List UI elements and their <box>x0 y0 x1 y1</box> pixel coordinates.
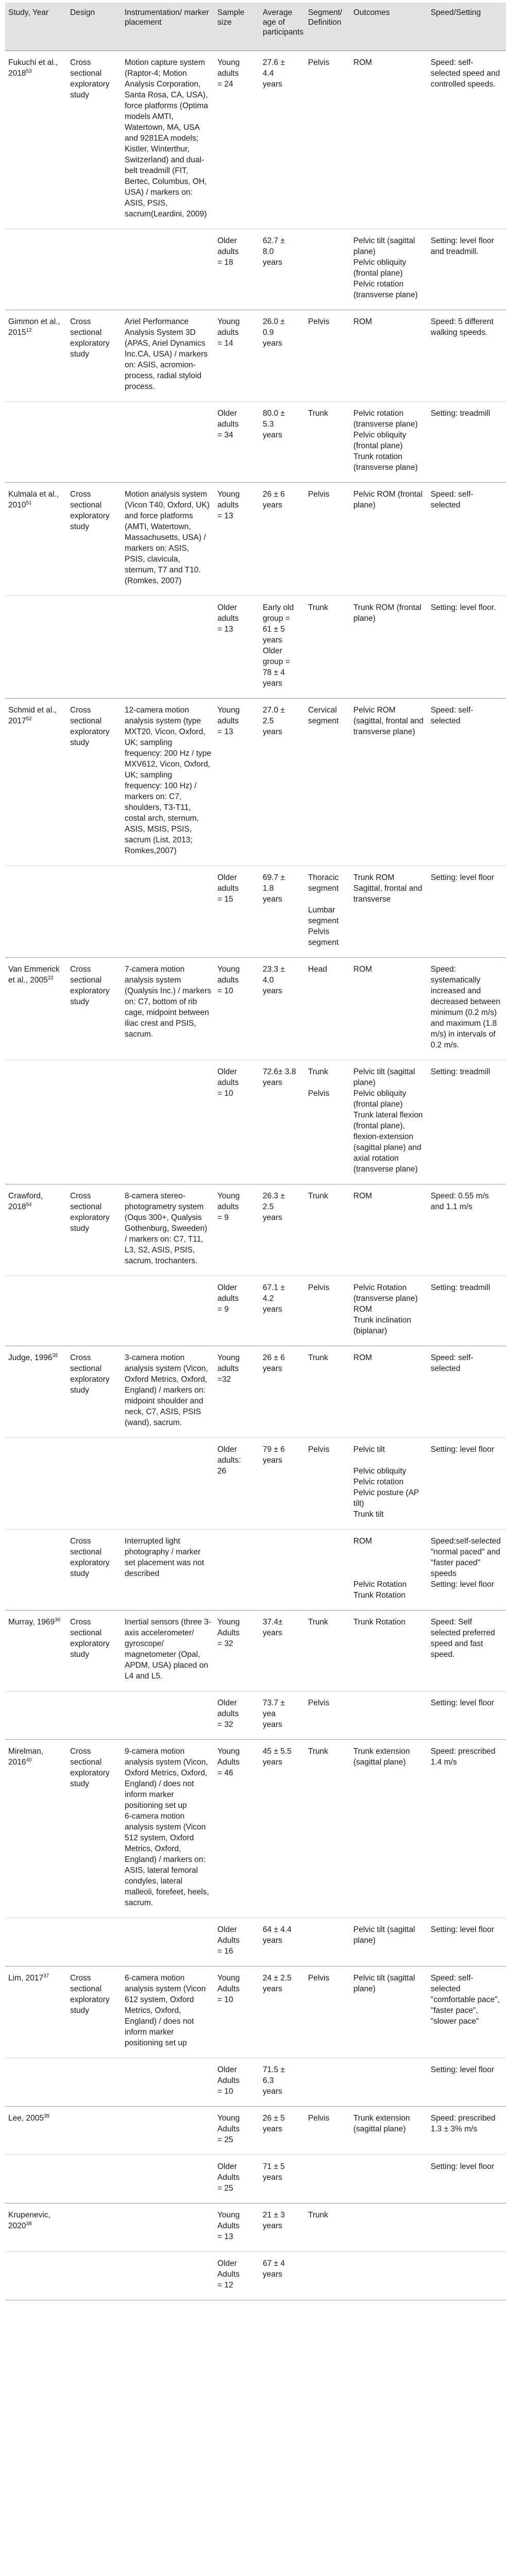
speed-setting-cell: Setting: level floor <box>431 873 495 882</box>
segment-cell: Head <box>308 965 328 974</box>
segment-cell: Trunk Pelvis <box>308 1067 330 1098</box>
design-cell <box>67 1060 122 1184</box>
sample-size-cell: Young Adults = 13 <box>217 2211 240 2241</box>
study-name: Kulmala et al., 2010 <box>8 490 59 510</box>
study-name: Mirelman, 2016 <box>8 1747 44 1767</box>
study-cell <box>5 2058 67 2107</box>
col-header-outcomes: Outcomes <box>350 3 428 51</box>
instrumentation-cell <box>122 866 214 958</box>
segment-cell: Trunk <box>308 1353 329 1362</box>
study-cell <box>5 402 67 483</box>
citation-ref: 22 <box>47 975 54 981</box>
sample-size-cell: Young adults = 13 <box>217 490 240 520</box>
design-cell: Cross sectional exploratory study <box>70 58 110 99</box>
table-row <box>5 402 506 483</box>
citation-ref: 40 <box>26 1757 32 1763</box>
table-row <box>5 1740 506 1918</box>
citation-ref: 51 <box>26 500 32 506</box>
citation-ref: 54 <box>26 1201 32 1208</box>
outcomes-cell: Pelvic ROM (sagittal, frontal and transverse plane) <box>353 706 424 736</box>
study-cell <box>5 1346 67 1438</box>
segment-cell <box>305 2058 350 2107</box>
average-age-cell: 67.1 ± 4.2 years <box>263 1283 285 1314</box>
outcomes-cell: ROM Pelvic Rotation Trunk Rotation <box>353 1537 407 1600</box>
sample-size-cell: Young adults = 9 <box>217 1192 240 1222</box>
instrumentation-cell <box>122 1060 214 1184</box>
speed-setting-cell: Speed: prescribed 1.4 m/s <box>431 1747 496 1767</box>
sample-size-cell: Older Adults = 10 <box>217 2065 240 2096</box>
study-cell <box>5 1611 67 1691</box>
study-cell <box>5 2204 67 2252</box>
average-age-cell: Early old group = 61 ± 5 years Older group = 78 ± 4 years <box>263 603 294 688</box>
study-cell <box>5 1530 67 1611</box>
outcomes-cell: Pelvic Rotation (transverse plane) ROM Trunk inclination (biplanar) <box>353 1283 418 1335</box>
average-age-cell: 27.6 ± 4.4 years <box>263 58 285 89</box>
study-cell <box>5 1438 67 1530</box>
instrumentation-cell: 9-camera motion analysis system (Vicon, Oxford Metrics, Oxford, England) / does not inform marker positioning set up 6-camera motion analysis system (Vicon 512 system, Oxford Metrics, Oxford, England) / markers on: ASIS, lateral femoral condyles, lateral malleoli, forefeet, heels, sacrum. <box>125 1747 209 1907</box>
sample-size-cell: Older adults: 26 <box>217 1445 241 1476</box>
outcomes-cell: Pelvic tilt Pelvic obliquity Pelvic rotation Pelvic posture (AP tilt) Trunk tilt <box>353 1445 419 1519</box>
design-cell <box>67 596 122 699</box>
sample-size-cell: Older adults = 34 <box>217 409 239 439</box>
outcomes-cell: Pelvic tilt (sagittal plane) <box>353 1925 415 1945</box>
segment-cell <box>305 2252 350 2300</box>
study-name: Krupenevic, 2020 <box>8 2211 50 2230</box>
sample-size-cell: Older adults = 9 <box>217 1283 239 1314</box>
segment-cell: Trunk <box>308 603 329 612</box>
sample-size-cell: Young adults = 10 <box>217 965 240 995</box>
instrumentation-cell: Ariel Performance Analysis System 3D (APAS, Ariel Dynamics Inc.CA, USA) / markers on: ASIS, acromion-process, radial styloid process. <box>125 317 208 391</box>
design-cell <box>67 2155 122 2204</box>
average-age-cell: 26.0 ± 0.9 years <box>263 317 285 348</box>
sample-size-cell: Older Adults = 16 <box>217 1925 240 1956</box>
instrumentation-cell: 8-camera stereo-photogrametry system (Oqus 300+, Qualysis Gothenburg, Sweeden) / markers on: C7, T11, L3, S2, ASIS, PSIS, sacrum, trochanters. <box>125 1192 208 1265</box>
instrumentation-cell <box>122 1691 214 1740</box>
design-cell: Cross sectional exploratory study <box>70 317 110 359</box>
sample-size-cell: Older adults = 13 <box>217 603 239 634</box>
table-row <box>5 1691 506 1740</box>
study-cell <box>5 1060 67 1184</box>
col-header-design: Design <box>67 3 122 51</box>
citation-ref: 53 <box>26 68 32 74</box>
study-cell <box>5 958 67 1060</box>
instrumentation-cell: Interrupted light photography / marker set placement was not described <box>125 1537 205 1578</box>
segment-cell: Trunk <box>308 1618 329 1626</box>
outcomes-cell: ROM <box>353 965 372 974</box>
segment-cell: Trunk <box>308 1192 329 1200</box>
speed-setting-cell: Speed: prescribed 1.3 ± 3% m/s <box>431 2114 496 2133</box>
speed-setting-cell: Setting: level floor <box>431 1699 495 1707</box>
instrumentation-cell <box>122 2252 214 2300</box>
citation-ref: 36 <box>55 1617 61 1623</box>
study-cell <box>5 2252 67 2300</box>
instrumentation-cell <box>122 2155 214 2204</box>
outcomes-cell <box>350 2252 428 2300</box>
design-cell <box>67 2252 122 2300</box>
study-name: Lee, 2005 <box>8 2114 44 2123</box>
sample-size-cell: Young Adults = 32 <box>217 1618 240 1648</box>
table-row <box>5 699 506 866</box>
outcomes-cell <box>350 2204 428 2252</box>
instrumentation-cell: 7-camera motion analysis system (Qualysis Inc.) / markers on: C7, bottom of rib cage, midpoint between iliac crest and PSIS, sacrum. <box>125 965 211 1039</box>
header-row <box>5 3 506 51</box>
citation-ref: 35 <box>52 1352 58 1359</box>
average-age-cell: 26 ± 5 years <box>263 2114 285 2133</box>
speed-setting-cell: Setting: level floor <box>431 2162 495 2171</box>
table-row <box>5 1346 506 1438</box>
study-cell <box>5 1691 67 1740</box>
table-row <box>5 2252 506 2300</box>
speed-setting-cell: Setting: treadmill <box>431 1067 490 1076</box>
average-age-cell: 62.7 ± 8.0 years <box>263 236 285 267</box>
average-age-cell: 71.5 ± 6.3 years <box>263 2065 285 2096</box>
table-row <box>5 1184 506 1276</box>
speed-setting-cell <box>428 2252 506 2300</box>
average-age-cell: 79 ± 6 years <box>263 1445 285 1465</box>
design-cell: Cross sectional exploratory study <box>70 1192 110 1233</box>
table-row <box>5 310 506 402</box>
col-header-average-age: Average age of participants <box>260 3 305 51</box>
design-cell <box>67 1918 122 1967</box>
segment-cell <box>305 229 350 310</box>
sample-size-cell: Young Adults = 46 <box>217 1747 240 1777</box>
segment-cell: Trunk <box>308 2211 329 2219</box>
outcomes-cell: Trunk ROM Sagittal, frontal and transverse <box>353 873 422 904</box>
average-age-cell <box>260 1530 305 1611</box>
segment-cell: Cervical segment <box>308 706 339 725</box>
instrumentation-cell <box>122 229 214 310</box>
study-cell <box>5 483 67 596</box>
design-cell: Cross sectional exploratory study <box>70 490 110 531</box>
speed-setting-cell: Speed: self-selected <box>431 1353 473 1373</box>
sample-size-cell: Young Adults = 10 <box>217 1974 240 2004</box>
study-name: Gimmon et al., 2015 <box>8 317 60 337</box>
outcomes-cell: Pelvic tilt (sagittal plane) <box>353 1974 415 1993</box>
study-cell <box>5 1276 67 1346</box>
speed-setting-cell: Speed: 5 different walking speeds. <box>431 317 494 337</box>
study-cell <box>5 1740 67 1918</box>
outcomes-cell <box>350 2155 428 2204</box>
speed-setting-cell: Setting: level floor <box>431 2065 495 2074</box>
design-cell: Cross sectional exploratory study <box>70 1747 110 1788</box>
segment-cell <box>305 1530 350 1611</box>
design-cell <box>67 2204 122 2252</box>
design-cell <box>67 2107 122 2155</box>
study-name: Schmid et al., 2017 <box>8 706 57 725</box>
segment-cell: Thoracic segment Lumbar segment Pelvis segment <box>308 873 339 947</box>
instrumentation-cell: 12-camera motion analysis system (type MXT20, Vicon, Oxford, UK; sampling frequency: 200 Hz / type MXV612, Vicon, Oxford, UK; sampling frequency: 100 Hz) / markers on: C7, shoulders, T3-T11, costal arch, sternum, ASIS, MSIS, PSIS, sacrum (List, 2013; Romkes,2007) <box>125 706 212 855</box>
col-header-instrumentation: Instrumentation/ marker placement <box>122 3 214 51</box>
sample-size-cell: Young adults =32 <box>217 1353 240 1384</box>
segment-cell: Pelvis <box>308 1445 330 1454</box>
design-cell: Cross sectional exploratory study <box>70 1974 110 2015</box>
sample-size-cell <box>214 1530 260 1611</box>
col-header-segment: Segment/ Definition <box>305 3 350 51</box>
segment-cell: Pelvis <box>308 490 330 499</box>
segment-cell <box>305 2155 350 2204</box>
average-age-cell: 80.0 ± 5.3 years <box>263 409 285 439</box>
outcomes-cell: Trunk ROM (frontal plane) <box>353 603 422 623</box>
table-row <box>5 1918 506 1967</box>
outcomes-cell: Trunk extension (sagittal plane) <box>353 2114 410 2133</box>
average-age-cell: 73.7 ± yea years <box>263 1699 285 1729</box>
study-cell <box>5 229 67 310</box>
design-cell <box>67 1276 122 1346</box>
table-row <box>5 2155 506 2204</box>
study-cell <box>5 310 67 402</box>
table-row <box>5 51 506 229</box>
average-age-cell: 26 ± 6 years <box>263 1353 285 1373</box>
instrumentation-cell <box>122 2058 214 2107</box>
sample-size-cell: Young adults = 24 <box>217 58 240 89</box>
study-name: Murray, 1969 <box>8 1618 55 1626</box>
table-row <box>5 596 506 699</box>
instrumentation-cell <box>122 1438 214 1530</box>
speed-setting-cell: Speed: self-selected <box>431 490 473 510</box>
citation-ref: 52 <box>26 716 32 722</box>
table-row <box>5 958 506 1060</box>
outcomes-cell <box>350 1691 428 1740</box>
design-cell: Cross sectional exploratory study <box>70 706 110 747</box>
speed-setting-cell: Speed: Self selected preferred speed and fast speed. <box>431 1618 495 1659</box>
average-age-cell: 71 ± 5 years <box>263 2162 285 2182</box>
study-cell <box>5 1918 67 1967</box>
design-cell <box>67 1438 122 1530</box>
sample-size-cell: Older adults = 18 <box>217 236 239 267</box>
instrumentation-cell <box>122 596 214 699</box>
segment-cell <box>305 1918 350 1967</box>
average-age-cell: 26.3 ± 2.5 years <box>263 1192 285 1222</box>
outcomes-cell: Pelvic rotation (transverse plane) Pelvic obliquity (frontal plane) Trunk rotation (transverse plane) <box>353 409 418 472</box>
table-row <box>5 1611 506 1691</box>
instrumentation-cell: Motion capture system (Raptor-4; Motion Analysis Corporation, Santa Rosa, CA, USA), force platforms (Optima models AMTI, Watertown, MA, USA and 9281EA models; Kistler, Winterthur, Switzerland) and dual-belt treadmill (FIT, Bertec, Columbus, OH, USA) / markers on: ASIS, PSIS, sacrum(Leardini, 2009) <box>125 58 208 218</box>
design-cell: Cross sectional exploratory study <box>70 965 110 1006</box>
table-row <box>5 1530 506 1611</box>
study-cell <box>5 596 67 699</box>
study-name: Lim, 2017 <box>8 1974 44 1982</box>
speed-setting-cell: Setting: treadmill <box>431 1283 490 1292</box>
design-cell <box>67 2058 122 2107</box>
table-row <box>5 866 506 958</box>
sample-size-cell: Older adults = 10 <box>217 1067 239 1098</box>
instrumentation-cell: Motion analysis system (Vicon T40, Oxford, UK) and force platforms (AMTI, Watertown, Massachusetts, USA) / markers on: ASIS, PSIS, clavicula, sternum, T7 and T10. (Romkes, 2007) <box>125 490 210 585</box>
speed-setting-cell: Speed: self-selected <box>431 706 473 725</box>
average-age-cell: 27.0 ± 2.5 years <box>263 706 285 736</box>
sample-size-cell: Young adults = 14 <box>217 317 240 348</box>
segment-cell: Trunk <box>308 1747 329 1756</box>
citation-ref: 38 <box>26 2221 32 2227</box>
speed-setting-cell <box>428 2204 506 2252</box>
design-cell <box>67 229 122 310</box>
average-age-cell: 21 ± 3 years <box>263 2211 285 2230</box>
segment-cell: Pelvis <box>308 1699 330 1707</box>
instrumentation-cell <box>122 1276 214 1346</box>
table-body <box>5 51 506 2300</box>
instrumentation-cell: 3-camera motion analysis system (Vicon, Oxford Metrics, Oxford, England) / markers on: midpoint shoulder and neck, C7, ASIS, PSIS (wand), sacrum. <box>125 1353 208 1427</box>
instrumentation-cell <box>122 1918 214 1967</box>
speed-setting-cell: Setting: level floor. <box>431 603 496 612</box>
design-cell: Cross sectional exploratory study <box>70 1618 110 1659</box>
design-cell <box>67 1691 122 1740</box>
outcomes-cell: ROM <box>353 1353 372 1362</box>
study-cell <box>5 2107 67 2155</box>
outcomes-cell: Trunk Rotation <box>353 1618 406 1626</box>
instrumentation-cell <box>122 2204 214 2252</box>
outcomes-cell: ROM <box>353 317 372 326</box>
study-cell <box>5 1967 67 2058</box>
outcomes-cell: ROM <box>353 58 372 67</box>
study-cell <box>5 2155 67 2204</box>
study-cell <box>5 1184 67 1276</box>
instrumentation-cell <box>122 402 214 483</box>
segment-cell: Pelvis <box>308 58 330 67</box>
average-age-cell: 67 ± 4 years <box>263 2259 285 2279</box>
segment-cell: Pelvis <box>308 317 330 326</box>
outcomes-cell: Trunk extension (sagittal plane) <box>353 1747 410 1767</box>
sample-size-cell: Young Adults = 25 <box>217 2114 240 2144</box>
study-cell <box>5 866 67 958</box>
design-cell: Cross sectional exploratory study <box>70 1353 110 1395</box>
sample-size-cell: Older adults = 15 <box>217 873 239 904</box>
col-header-study: Study, Year <box>5 3 67 51</box>
speed-setting-cell: Setting: level floor <box>431 1925 495 1934</box>
segment-cell: Pelvis <box>308 1283 330 1292</box>
study-cell <box>5 699 67 866</box>
speed-setting-cell: Speed: self-selected "comfortable pace", "faster pace", "slower pace" <box>431 1974 500 2026</box>
average-age-cell: 64 ± 4.4 years <box>263 1925 292 1945</box>
speed-setting-cell: Setting: level floor and treadmill. <box>431 236 495 256</box>
outcomes-cell: Pelvic tilt (sagittal plane) Pelvic obliquity (frontal plane) Pelvic rotation (transverse plane) <box>353 236 418 299</box>
average-age-cell: 23.3 ± 4.0 years <box>263 965 285 995</box>
sample-size-cell: Older Adults = 12 <box>217 2259 240 2290</box>
average-age-cell: 69.7 ± 1.8 years <box>263 873 285 904</box>
segment-cell: Pelvis <box>308 1974 330 1982</box>
study-name: Judge, 1996 <box>8 1353 53 1362</box>
citation-ref: 39 <box>43 2113 50 2119</box>
table-row <box>5 229 506 310</box>
design-cell: Cross sectional exploratory study <box>70 1537 110 1578</box>
outcomes-cell: Pelvic tilt (sagittal plane) Pelvic obliquity (frontal plane) Trunk lateral flexion (frontal plane), flexion-extension (sagittal plane) and axial rotation (transverse plane) <box>353 1067 423 1174</box>
table-row <box>5 2058 506 2107</box>
table-row <box>5 483 506 596</box>
citation-ref: 37 <box>43 1973 49 1979</box>
design-cell <box>67 866 122 958</box>
average-age-cell: 45 ± 5.5 years <box>263 1747 292 1767</box>
average-age-cell: 26 ± 6 years <box>263 490 285 510</box>
instrumentation-cell: Inertial sensors (three 3-axis accelerometer/ gyroscope/ magnetometer (Opal, APDM, USA) placed on L4 and L5. <box>125 1618 211 1681</box>
speed-setting-cell: Speed: self-selected speed and controlled speeds. <box>431 58 500 89</box>
study-name: Van Emmerick et al., 2005 <box>8 965 60 985</box>
sample-size-cell: Young adults = 13 <box>217 706 240 736</box>
average-age-cell: 24 ± 2.5 years <box>263 1974 292 1993</box>
table-row <box>5 1276 506 1346</box>
studies-table <box>5 3 506 2300</box>
speed-setting-cell: Setting: level floor <box>431 1445 495 1454</box>
speed-setting-cell: Speed: 0.55 m/s and 1.1 m/s <box>431 1192 489 1211</box>
col-header-speed-setting: Speed/Setting <box>428 3 506 51</box>
sample-size-cell: Older Adults = 25 <box>217 2162 240 2193</box>
sample-size-cell: Older adults = 32 <box>217 1699 239 1729</box>
col-header-sample-size: Sample size <box>214 3 260 51</box>
study-name: Fukuchi et al., 2018 <box>8 58 58 78</box>
table-row <box>5 2107 506 2155</box>
outcomes-cell <box>350 2058 428 2107</box>
outcomes-cell: Pelvic ROM (frontal plane) <box>353 490 423 510</box>
speed-setting-cell: Speed:self-selected "normal paced" and "faster paced" speeds Setting: level floor <box>431 1537 501 1589</box>
average-age-cell: 72.6± 3.8 years <box>263 1067 296 1087</box>
instrumentation-cell: 6-camera motion analysis system (Vicon 612 system, Oxford Metrics, Oxford, England) / does not inform marker positioning set up <box>125 1974 206 2047</box>
citation-ref: 12 <box>26 327 32 333</box>
design-cell <box>67 402 122 483</box>
instrumentation-cell <box>122 2107 214 2155</box>
segment-cell: Pelvis <box>308 2114 330 2123</box>
speed-setting-cell: Setting: treadmill <box>431 409 490 418</box>
study-cell <box>5 51 67 229</box>
table-row <box>5 2204 506 2252</box>
speed-setting-cell: Speed: systematically increased and decreased between minimum (0.2 m/s) and maximum (1.8 m/s) in intervals of 0.2 m/s. <box>431 965 501 1049</box>
segment-cell: Trunk <box>308 409 329 418</box>
outcomes-cell: ROM <box>353 1192 372 1200</box>
study-name: Crawford, 2018 <box>8 1192 43 1211</box>
table-row <box>5 1060 506 1184</box>
table-row <box>5 1967 506 2058</box>
table-row <box>5 1438 506 1530</box>
average-age-cell: 37.4± years <box>263 1618 283 1637</box>
